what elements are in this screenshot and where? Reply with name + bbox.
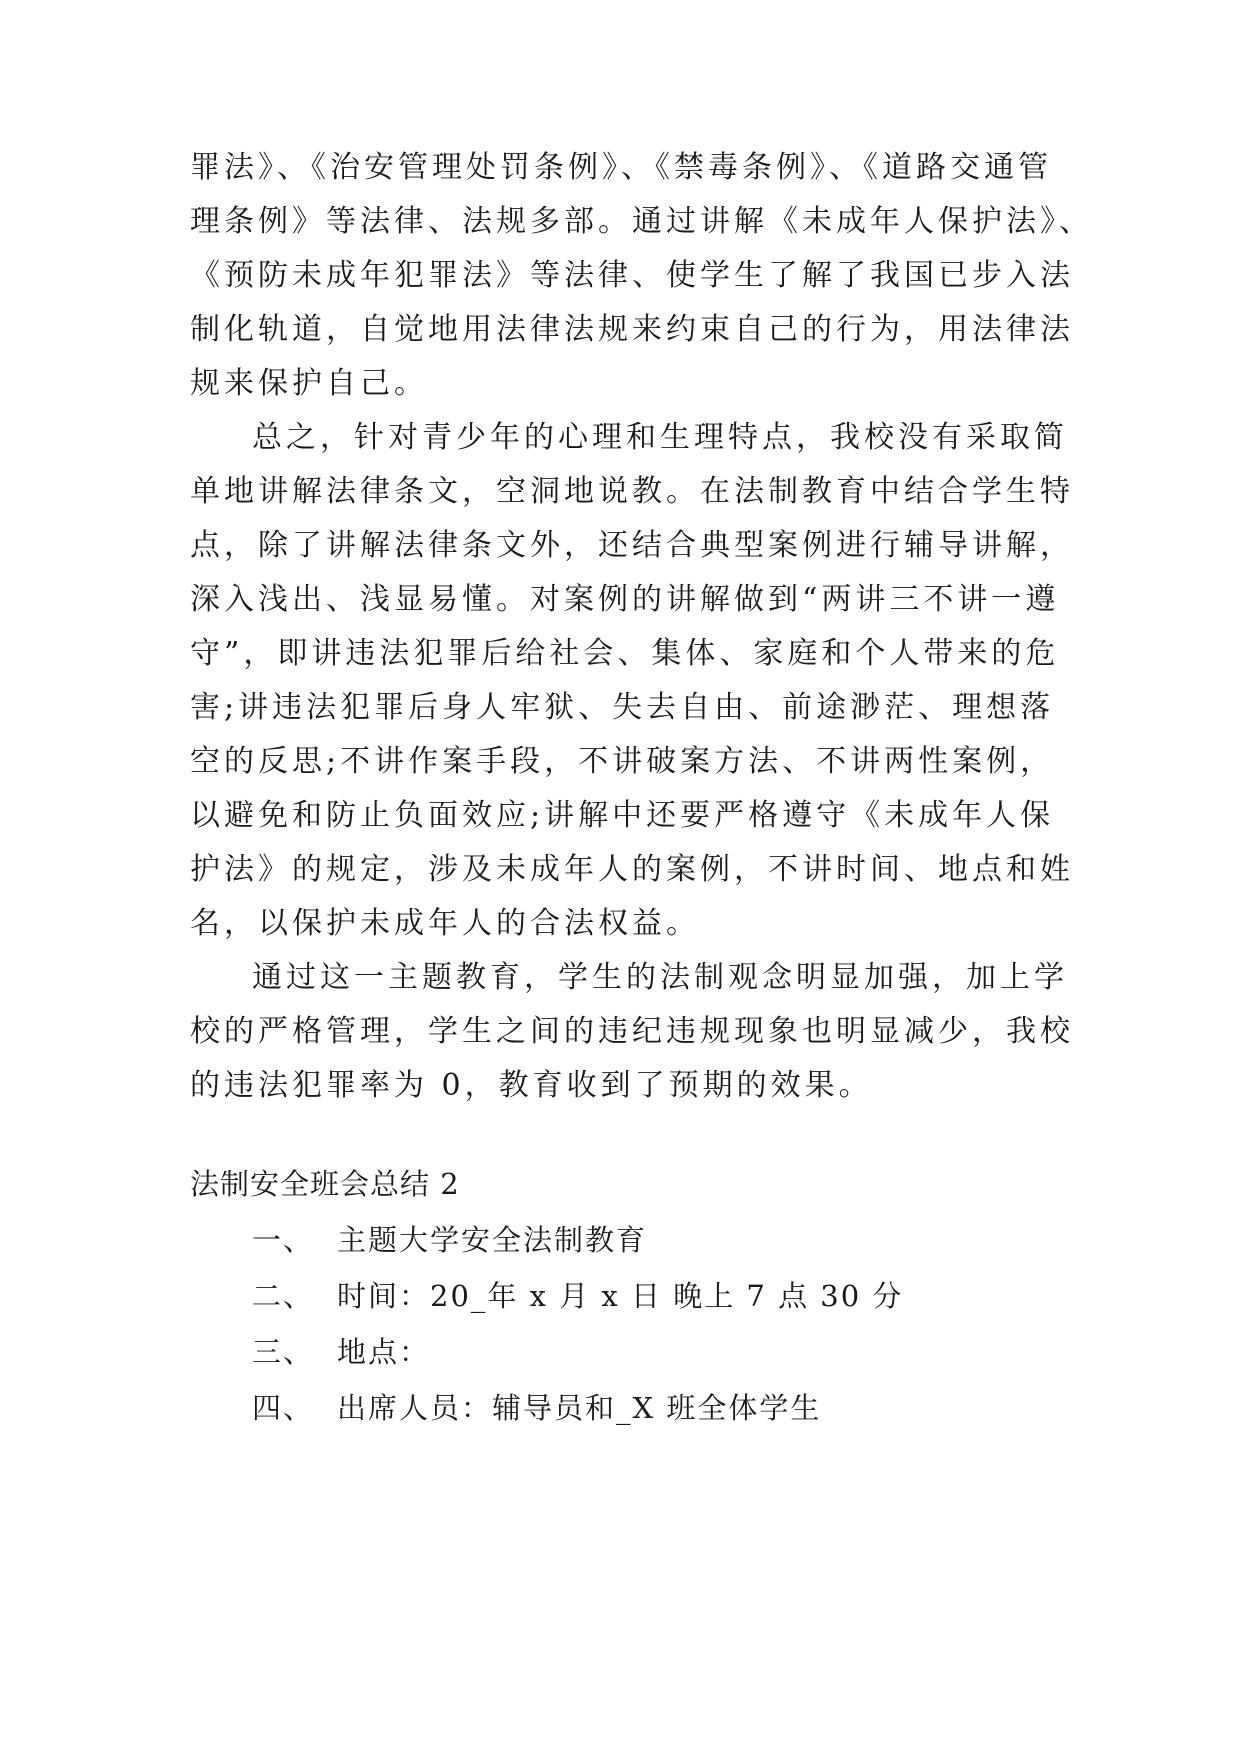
paragraph-line: 空的反思;不讲作案手段，不讲破案方法、不讲两性案例， bbox=[190, 744, 1055, 779]
item-text: 主题大学安全法制教育 bbox=[337, 1223, 648, 1257]
item-number: 四、 bbox=[252, 1391, 315, 1425]
item-number: 一、 bbox=[252, 1223, 315, 1257]
item-number: 二、 bbox=[252, 1279, 315, 1313]
item-text: 时间：20_年 x 月 x 日 晚上 7 点 30 分 bbox=[337, 1279, 904, 1313]
paragraph-line: 以避免和防止负面效应;讲解中还要严格遵守《未成年人保 bbox=[190, 798, 1055, 833]
paragraph-line: 规来保护自己。 bbox=[190, 366, 428, 401]
list-item bbox=[252, 1388, 821, 1428]
paragraph-line: 的违法犯罪率为 0，教育收到了预期的效果。 bbox=[190, 1068, 873, 1103]
paragraph-line: 理条例》等法律、法规多部。通过讲解《未成年人保护法》、 bbox=[190, 204, 1093, 239]
paragraph-line: 总之，针对青少年的心理和生理特点，我校没有采取简 bbox=[252, 420, 1068, 455]
paragraph-line: 通过这一主题教育，学生的法制观念明显加强，加上学 bbox=[252, 960, 1068, 995]
list-item bbox=[252, 1220, 647, 1260]
paragraph-line: 校的严格管理，学生之间的违纪违规现象也明显减少，我校 bbox=[190, 1014, 1074, 1049]
paragraph-line: 罪法》、《治安管理处罚条例》、《禁毒条例》、《道路交通管 bbox=[190, 150, 1052, 185]
paragraph-line: 名，以保护未成年人的合法权益。 bbox=[190, 906, 700, 941]
paragraph-line: 点，除了讲解法律条文外，还结合典型案例进行辅导讲解， bbox=[190, 528, 1074, 563]
paragraph-line: 害;讲违法犯罪后身人牢狱、失去自由、前途渺茫、理想落 bbox=[190, 690, 1055, 725]
paragraph-line: 深入浅出、浅显易懂。对案例的讲解做到“两讲三不讲一遵 bbox=[190, 582, 1060, 617]
paragraph-line: 《预防未成年犯罪法》等法律、使学生了解了我国已步入法 bbox=[190, 258, 1074, 293]
list-item bbox=[252, 1332, 430, 1372]
paragraph-line: 护法》的规定，涉及未成年人的案例，不讲时间、地点和姓 bbox=[190, 852, 1074, 887]
item-text: 出席人员：辅导员和_X 班全体学生 bbox=[337, 1391, 822, 1425]
item-number: 三、 bbox=[252, 1335, 315, 1369]
paragraph-line: 单地讲解法律条文，空洞地说教。在法制教育中结合学生特 bbox=[190, 474, 1074, 509]
section-title: 法制安全班会总结 2 bbox=[190, 1167, 460, 1201]
item-text: 地点： bbox=[337, 1335, 431, 1369]
paragraph-line: 守”，即讲违法犯罪后给社会、集体、家庭和个人带来的危 bbox=[190, 636, 1060, 671]
list-item bbox=[252, 1276, 903, 1316]
paragraph-line: 制化轨道，自觉地用法律法规来约束自己的行为，用法律法 bbox=[190, 312, 1074, 347]
